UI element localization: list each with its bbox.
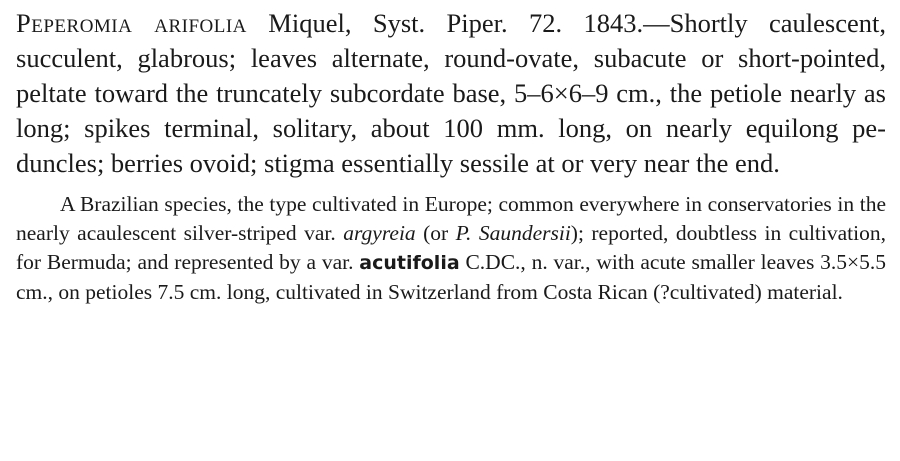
distribution-notes [16, 190, 886, 307]
description-text: Shortly caulescent, succulent, glabrous; leaves alternate, round-ovate, subacute or short-pointed, peltate toward the truncately subcordate base, 5–6×6–9 cm., the petiole nearly as long; spikes terminal, solitary, about 100 mm. long, on nearly equilong peduncles; berries ovoid; stigma essentially sessile at or very near the end. [16, 8, 886, 178]
species-authority: Miquel, Syst. Piper. 72. 1843. [268, 8, 644, 38]
notes-part-3: ); reported, doubtless in cultivation, for Bermuda; and represented by a var. [16, 221, 886, 274]
variety-argyreia: argyreia [343, 221, 416, 245]
synonym-saundersii: P. Saundersii [455, 221, 571, 245]
species-description [16, 6, 886, 181]
species-name: Peperomia arifolia [16, 8, 247, 38]
em-dash: — [643, 8, 670, 38]
notes-part-4: C.DC., n. var., with acute smaller leaves 3.5×5.5 cm., on petioles 7.5 cm. long, cultivated in Switzerland from Costa Rican (?cultivated) material. [16, 250, 886, 304]
document-page [16, 6, 886, 307]
notes-part-2: (or [415, 221, 456, 245]
variety-acutifolia: acutifolia [359, 252, 460, 274]
notes-part-1: A Brazilian species, the type cultivated in Europe; common everywhere in conservatories in the nearly acaulescent silver-striped var. [16, 192, 886, 245]
